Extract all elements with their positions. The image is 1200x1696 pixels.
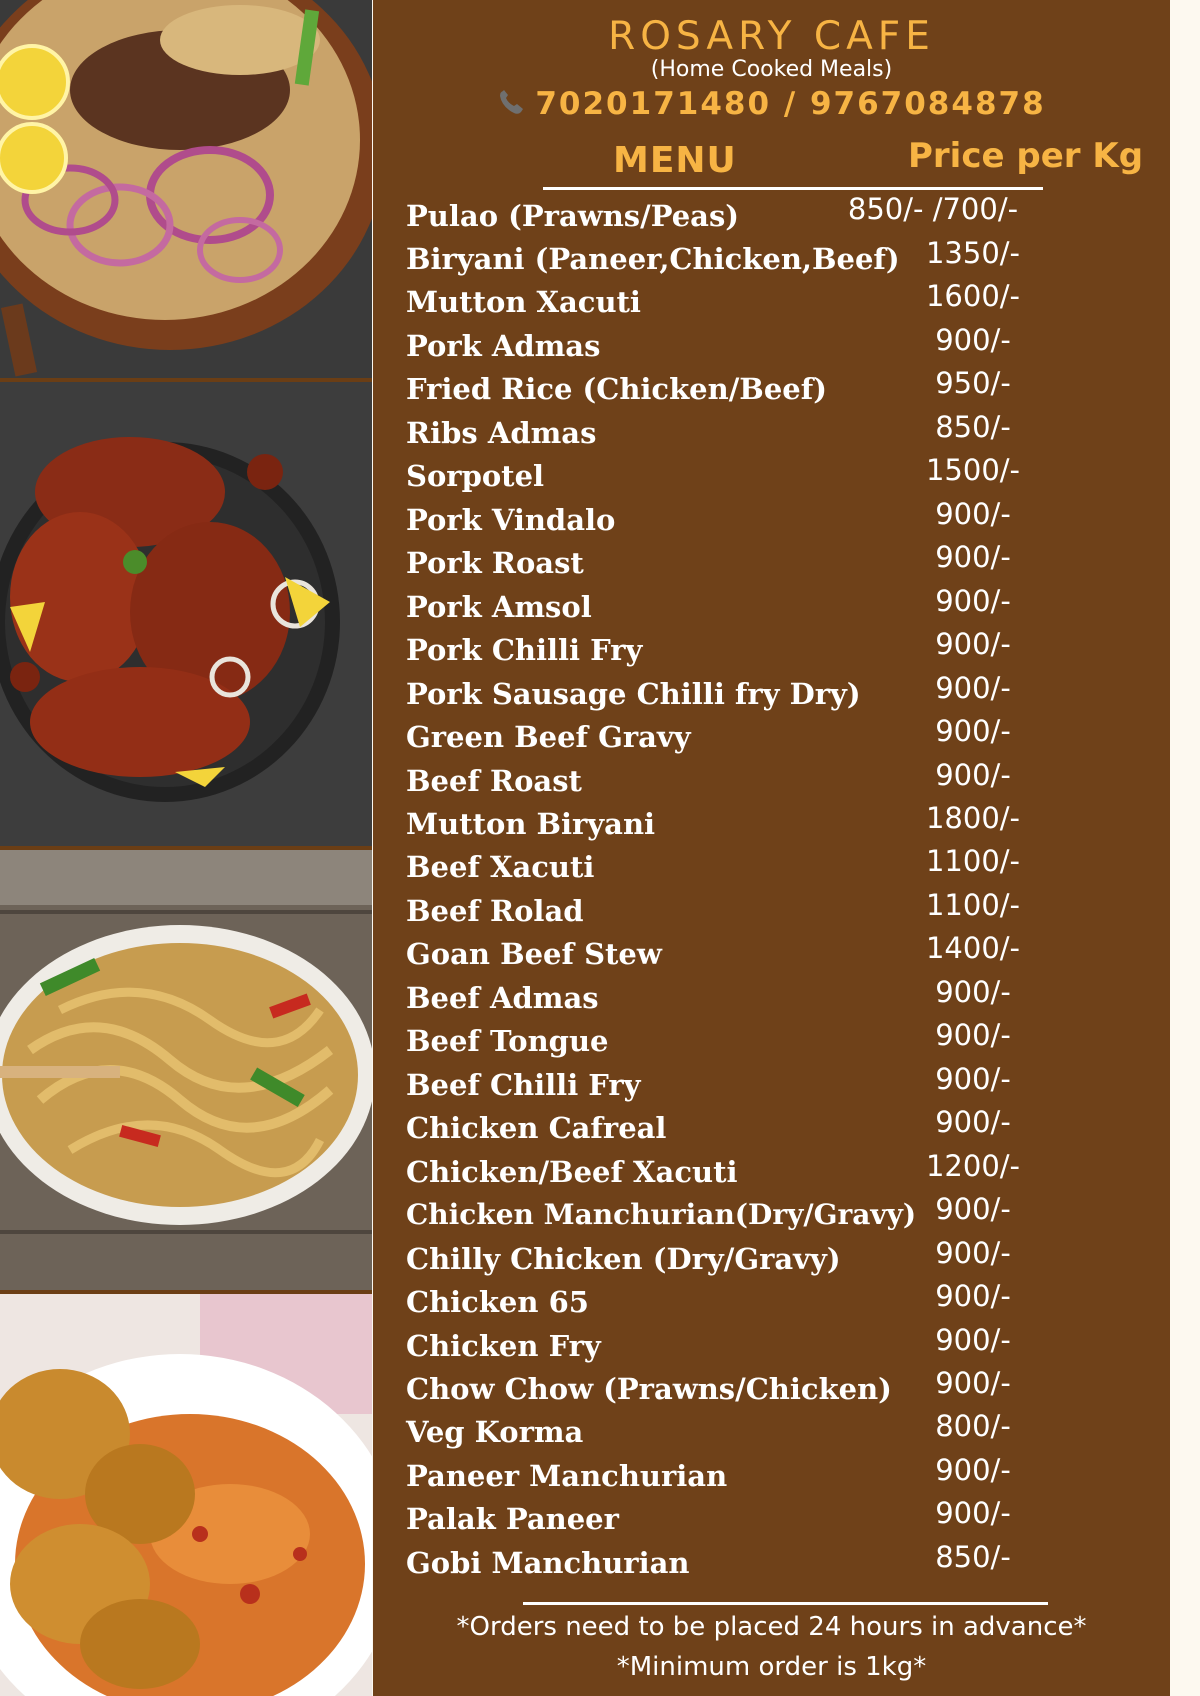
cafe-title: ROSARY CAFE: [608, 14, 935, 59]
minimum-order-note: *Minimum order is 1kg*: [616, 1652, 927, 1682]
menu-item-name: Pulao (Prawns/Peas): [406, 199, 740, 233]
menu-item-name: Pork Vindalo: [406, 503, 616, 537]
menu-item-price: 900/-: [935, 1323, 1011, 1357]
menu-item-name: Chicken 65: [406, 1285, 589, 1319]
menu-item-name: Pork Roast: [406, 546, 584, 580]
menu-item-price: 1600/-: [925, 279, 1021, 313]
menu-item-price: 900/-: [935, 1279, 1011, 1313]
menu-item-price: 900/-: [935, 1236, 1011, 1270]
phone-numbers-text: 7020171480 / 9767084878: [535, 86, 1046, 122]
menu-item-price: 900/-: [935, 1105, 1011, 1139]
menu-item-price: 900/-: [935, 1366, 1011, 1400]
phone-numbers[interactable]: [373, 86, 1170, 125]
price-column-header: Price per Kg: [908, 136, 1144, 176]
menu-item-price: 1350/-: [925, 236, 1021, 270]
menu-item-name: Goan Beef Stew: [406, 937, 662, 971]
menu-item-price: 850/-: [935, 1540, 1011, 1574]
menu-item-price: 900/-: [935, 758, 1011, 792]
menu-item-name: Green Beef Gravy: [406, 720, 691, 754]
menu-item-name: Paneer Manchurian: [406, 1459, 728, 1493]
right-margin: [1170, 0, 1200, 1696]
menu-item-price: 1400/-: [925, 931, 1021, 965]
menu-item-price: 900/-: [935, 584, 1011, 618]
menu-item-price: 850/- /700/-: [847, 192, 1019, 226]
menu-item-name: Sorpotel: [406, 459, 545, 493]
menu-item-name: Beef Admas: [406, 981, 599, 1015]
menu-item-name: Veg Korma: [406, 1415, 584, 1449]
menu-item-price: 1800/-: [925, 801, 1021, 835]
menu-item-name: Chicken Manchurian(Dry/Gravy): [406, 1198, 917, 1231]
menu-item-name: Chicken Cafreal: [406, 1111, 667, 1145]
menu-item-price: 1100/-: [925, 888, 1021, 922]
menu-item-name: Chicken/Beef Xacuti: [406, 1155, 738, 1189]
menu-item-price: 900/-: [935, 1496, 1011, 1530]
menu-item-name: Mutton Biryani: [406, 807, 656, 841]
menu-item-name: Beef Tongue: [406, 1024, 609, 1058]
menu-item-name: Pork Admas: [406, 329, 601, 363]
menu-item-name: Beef Chilli Fry: [406, 1068, 641, 1102]
menu-item-name: Biryani (Paneer,Chicken,Beef): [406, 242, 900, 276]
tandoori-chicken-photo: [0, 382, 372, 846]
menu-item-price: 950/-: [935, 366, 1011, 400]
noodles-photo: [0, 850, 372, 1290]
menu-item-name: Chow Chow (Prawns/Chicken): [406, 1372, 892, 1406]
menu-item-price: 900/-: [935, 975, 1011, 1009]
menu-item-price: 900/-: [935, 671, 1011, 705]
menu-item-name: Beef Roast: [406, 764, 582, 798]
menu-item-price: 800/-: [935, 1409, 1011, 1443]
menu-item-name: Chilly Chicken (Dry/Gravy): [406, 1242, 841, 1276]
menu-item-name: Beef Xacuti: [406, 850, 595, 884]
menu-item-name: Fried Rice (Chicken/Beef): [406, 372, 827, 406]
menu-item-price: 1200/-: [925, 1149, 1021, 1183]
menu-item-price: 900/-: [935, 1062, 1011, 1096]
menu-item-name: Palak Paneer: [406, 1502, 619, 1536]
menu-item-price: 900/-: [935, 1018, 1011, 1052]
menu-column-header: MENU: [613, 140, 737, 181]
menu-item-price: 900/-: [935, 497, 1011, 531]
curry-photo: [0, 1294, 372, 1696]
menu-item-price: 900/-: [935, 714, 1011, 748]
photo-column: [0, 0, 372, 1696]
phone-icon: [497, 87, 531, 125]
menu-item-price: 900/-: [935, 1192, 1011, 1226]
biryani-photo: [0, 0, 372, 378]
footer-divider: [523, 1602, 1048, 1605]
menu-item-price: 1500/-: [925, 453, 1021, 487]
menu-item-name: Mutton Xacuti: [406, 285, 641, 319]
menu-item-name: Pork Sausage Chilli fry Dry): [406, 677, 861, 711]
menu-item-name: Ribs Admas: [406, 416, 597, 450]
menu-item-name: Pork Amsol: [406, 590, 592, 624]
menu-item-price: 900/-: [935, 323, 1011, 357]
menu-item-name: Beef Rolad: [406, 894, 584, 928]
menu-item-price: 900/-: [935, 540, 1011, 574]
menu-item-name: Gobi Manchurian: [406, 1546, 690, 1580]
menu-panel: [373, 0, 1170, 1696]
menu-item-name: Chicken Fry: [406, 1329, 601, 1363]
menu-item-price: 1100/-: [925, 844, 1021, 878]
menu-item-price: 900/-: [935, 627, 1011, 661]
advance-order-note: *Orders need to be placed 24 hours in advance*: [456, 1612, 1087, 1642]
menu-item-price: 850/-: [935, 410, 1011, 444]
cafe-subtitle: (Home Cooked Meals): [650, 57, 893, 82]
menu-item-price: 900/-: [935, 1453, 1011, 1487]
menu-item-name: Pork Chilli Fry: [406, 633, 643, 667]
